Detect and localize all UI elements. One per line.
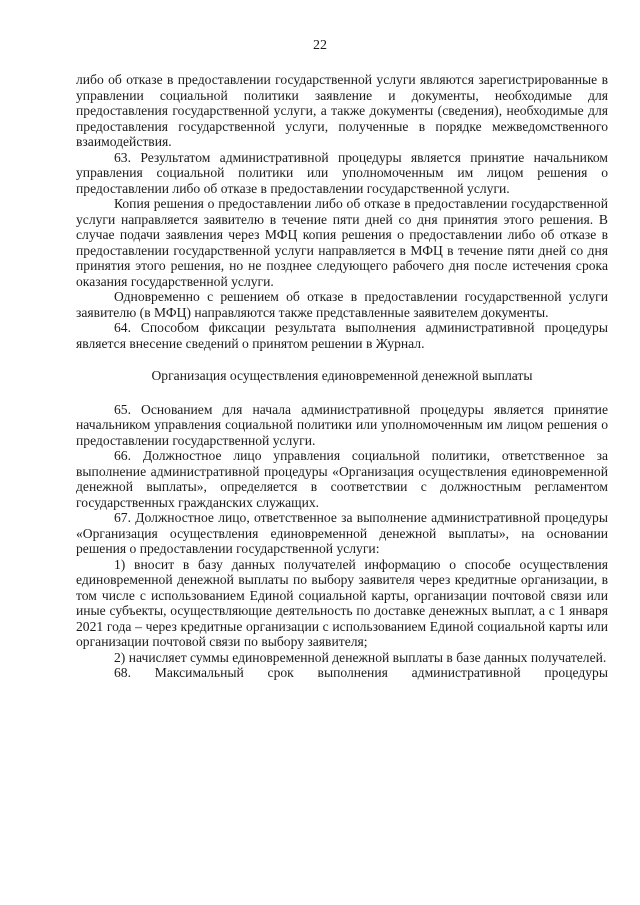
paragraph-64: 64. Способом фиксации результата выполнения административной процедуры является внесение сведений о принятом решении в Журнал.: [76, 320, 608, 351]
document-body: [76, 72, 608, 681]
paragraph-63: 63. Результатом административной процедуры является принятие начальником управления социальной политики или уполномоченным им лицом решения о предоставлении либо об отказе в предоставлении государственной услуги.: [76, 149, 608, 196]
paragraph-66: 66. Должностное лицо управления социальной политики, ответственное за выполнение административной процедуры «Организация осуществления единовременной денежной выплаты», определяется в соответствии с должностным регламентом государственных гражданских служащих.: [76, 448, 608, 510]
paragraph-68: 68. Максимальный срок выполнения административной процедуры: [114, 665, 608, 680]
section-heading: Организация осуществления единовременной денежной выплаты: [151, 368, 533, 383]
page-number: 22: [313, 38, 327, 53]
paragraph-67-item-2: 2) начисляет суммы единовременной денежной выплаты в базе данных получателей.: [114, 649, 607, 665]
paragraph-65: 65. Основанием для начала административной процедуры является принятие начальником управления социальной политики или уполномоченным им лицом решения о предоставлении государственной услуги.: [76, 401, 608, 448]
paragraph-63-copy: Копия решения о предоставлении либо об отказе в предоставлении государственной услуги направляется заявителю в течение пяти дней со дня принятия этого решения. В случае подачи заявления через МФЦ копия решения о предоставлении либо об отказе в предоставлении государственной услуги направляется в МФЦ в течение пяти дней со дня принятия этого решения, но не позднее следующего рабочего дня после истечения срока оказания государственной услуги.: [76, 196, 608, 289]
paragraph-62-continuation: либо об отказе в предоставлении государственной услуги являются зарегистрированные в управлении социальной политики заявление и документы, необходимые для предоставления государственной услуги, а также документы (сведения), необходимые для предоставления государственной услуги, полученные в порядке межведомственного взаимодействия.: [76, 72, 608, 149]
paragraph-67-item-1: 1) вносит в базу данных получателей информацию о способе осуществления единовременной денежной выплаты по выбору заявителя через кредитные организации, в том числе с использованием Единой социальной карты, организации почтовой связи или иные субъекты, осуществляющие деятельность по доставке денежных выплат, а с 1 января 2021 года – через кредитные организации с использованием Единой социальной карты или организации почтовой связи по выбору заявителя;: [76, 556, 608, 649]
paragraph-63-simultaneous: Одновременно с решением об отказе в предоставлении государственной услуги заявителю (в МФЦ) направляются также представленные заявителем документы.: [76, 289, 608, 320]
paragraph-67: 67. Должностное лицо, ответственное за выполнение административной процедуры «Организация осуществления единовременной денежной выплаты», на основании решения о предоставлении государственной услуги:: [76, 510, 608, 556]
